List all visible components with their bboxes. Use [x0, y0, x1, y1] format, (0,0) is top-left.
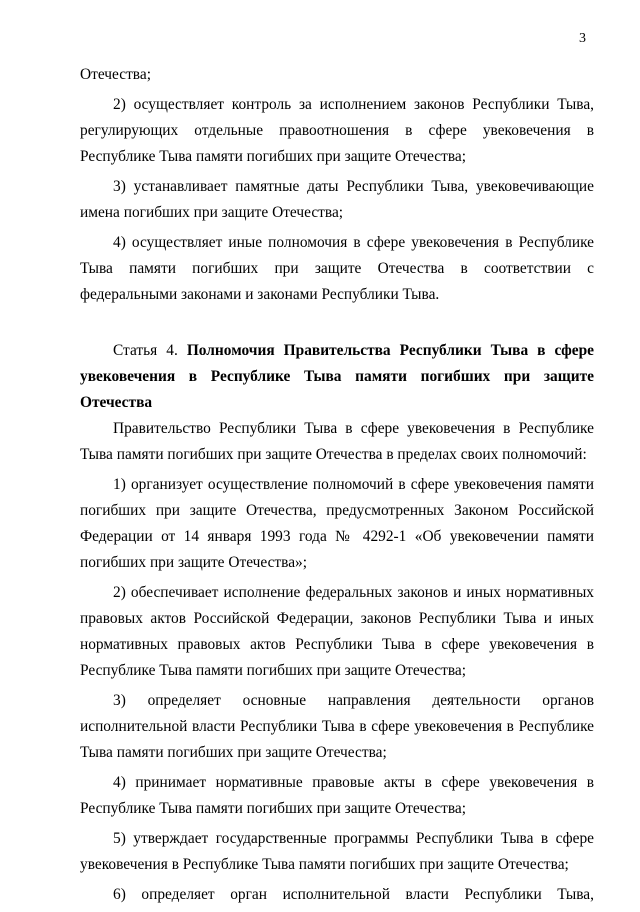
- article-item-5: 5) утверждает государственные программы Республики Тыва в сфере увековечения в Республике Тыва памяти погибших при защите Отечества;: [80, 830, 594, 873]
- page-number: 3: [579, 31, 586, 46]
- article-item-6: 6) определяет орган исполнительной власти Республики Тыва,: [113, 886, 594, 903]
- paragraph-continuation: Отечества;: [80, 66, 151, 83]
- article-item-2: 2) обеспечивает исполнение федеральных законов и иных нормативных правовых актов Российской Федерации, законов Республики Тыва и иных нормативных правовых актов Республики Тыва в сфере увековечения в Республике Тыва памяти погибших при защите Отечества;: [80, 584, 594, 679]
- paragraph-item-4: 4) осуществляет иные полномочия в сфере увековечения в Республике Тыва памяти погибших при защите Отечества в соответствии с федеральными законами и законами Республики Тыва.: [80, 234, 594, 303]
- article-item-4: 4) принимает нормативные правовые акты в сфере увековечения в Республике Тыва памяти погибших при защите Отечества;: [80, 774, 594, 817]
- article-title: Полномочия Правительства Республики Тыва в сфере увековечения в Республике Тыва памяти погибших при защите Отечества: [80, 342, 594, 411]
- paragraph-item-2: 2) осуществляет контроль за исполнением законов Республики Тыва, регулирующих отдельные правоотношения в сфере увековечения в Республике Тыва памяти погибших при защите Отечества;: [80, 96, 594, 165]
- document-body: [80, 62, 594, 912]
- article-heading: [80, 338, 594, 416]
- article-item-3: 3) определяет основные направления деятельности органов исполнительной власти Республики Тыва в сфере увековечения в Республике Тыва памяти погибших при защите Отечества;: [80, 692, 594, 761]
- article-item-1: 1) организует осуществление полномочий в сфере увековечения памяти погибших при защите Отечества, предусмотренных Законом Российской Федерации от 14 января 1993 года № 4292-1 «Об увековечении памяти погибших при защите Отечества»;: [80, 476, 594, 571]
- section-spacer: [80, 312, 594, 338]
- article-label: Статья 4.: [113, 342, 178, 359]
- paragraph-item-3: 3) устанавливает памятные даты Республики Тыва, увековечивающие имена погибших при защите Отечества;: [80, 178, 594, 221]
- article-intro-paragraph: Правительство Республики Тыва в сфере увековечения в Республике Тыва памяти погибших при защите Отечества в пределах своих полномочий:: [80, 420, 594, 463]
